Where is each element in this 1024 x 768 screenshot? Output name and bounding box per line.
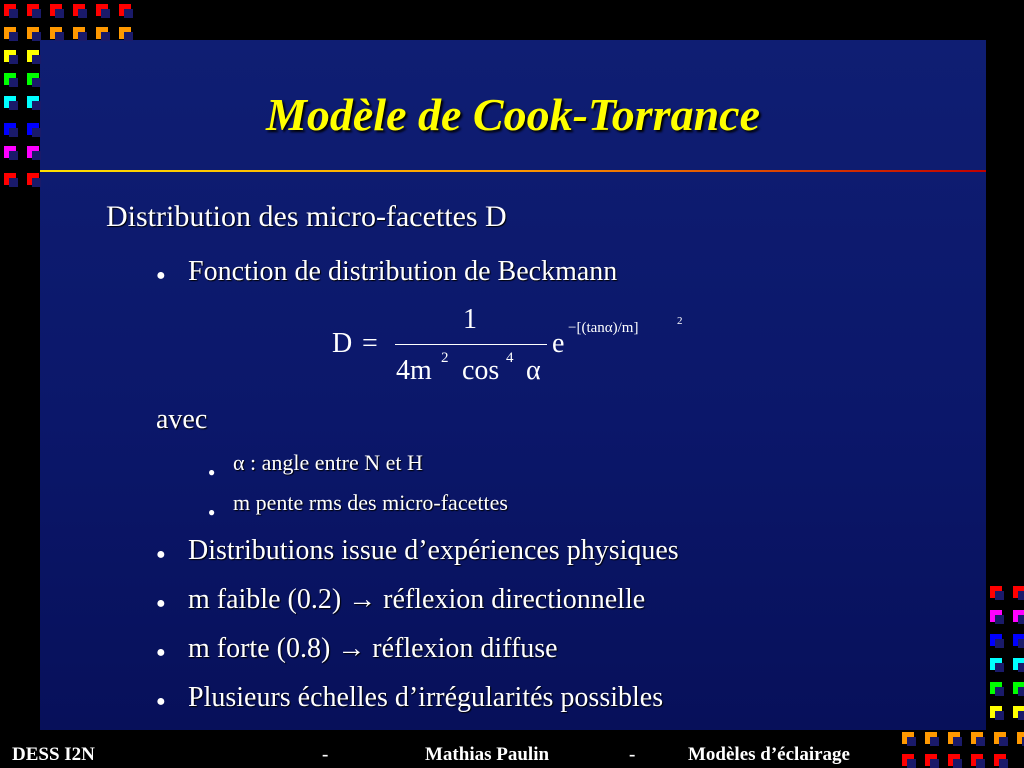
decor-square (1013, 706, 1024, 718)
sub-bullet-alpha: α : angle entre N et H (233, 450, 423, 475)
bullet-dot: ● (156, 546, 166, 563)
bullet-beckmann: Fonction de distribution de Beckmann (188, 256, 618, 287)
decor-square (994, 732, 1006, 744)
formula-exponent-power: 2 (677, 315, 683, 327)
decor-square (990, 586, 1002, 598)
decor-square (27, 27, 39, 39)
decor-square (27, 173, 39, 185)
decor-square (990, 706, 1002, 718)
formula-exponent: −[(tanα)/m] (568, 320, 639, 336)
decor-square (27, 123, 39, 135)
sub-bullet-m: m pente rms des micro-facettes (233, 490, 508, 515)
bullet-dot: ● (156, 595, 166, 612)
bullet-distributions: Distributions issue d’expériences physiques (188, 535, 679, 566)
footer-author: Mathias Paulin (425, 744, 550, 765)
decor-square (990, 658, 1002, 670)
decor-square (1013, 586, 1024, 598)
decor-square (1013, 610, 1024, 622)
decor-square (27, 146, 39, 158)
bullet-m-faible: m faible (0.2) → réflexion directionnelle (188, 584, 646, 615)
decor-square (50, 4, 62, 16)
decor-square (1013, 682, 1024, 694)
bullet-echelles: Plusieurs échelles d’irrégularités possibles (188, 682, 664, 713)
formula-den-b: cos (462, 355, 500, 386)
decor-square (27, 4, 39, 16)
decor-square (119, 27, 131, 39)
decor-square (990, 610, 1002, 622)
decor-square (948, 732, 960, 744)
decor-square (902, 732, 914, 744)
decor-square (119, 4, 131, 16)
footer-topic: Modèles d’éclairage (688, 744, 850, 765)
decor-square (50, 27, 62, 39)
formula-lhs: D (332, 328, 353, 359)
sub-bullet-dot: ● (208, 505, 216, 519)
decor-square (1013, 658, 1024, 670)
formula-den-c: α (526, 355, 541, 386)
decor-square (971, 732, 983, 744)
decor-square (994, 754, 1006, 766)
fraction-bar (395, 344, 547, 345)
decor-square (925, 754, 937, 766)
formula-equals: = (362, 328, 378, 359)
formula-numerator: 1 (463, 304, 477, 335)
decor-square (27, 73, 39, 85)
decor-square (971, 754, 983, 766)
decor-square (73, 4, 85, 16)
decor-square (96, 4, 108, 16)
decor-square (4, 4, 16, 16)
title-divider (40, 170, 986, 172)
formula-exp-base: e (552, 328, 565, 359)
decor-square (990, 634, 1002, 646)
section-heading: Distribution des micro-facettes D (106, 200, 507, 233)
formula-den-a: 4m (396, 355, 432, 386)
decor-square (1017, 732, 1024, 744)
bullet-dot: ● (156, 693, 166, 710)
decor-square (4, 96, 16, 108)
slide-title: Modèle de Cook-Torrance (265, 89, 761, 140)
decor-square (4, 27, 16, 39)
avec-label: avec (156, 404, 208, 435)
decor-square (96, 27, 108, 39)
footer-separator: - (322, 744, 329, 765)
decor-square (73, 27, 85, 39)
decor-square (1013, 634, 1024, 646)
formula-den-b-exp: 4 (506, 350, 514, 366)
sub-bullet-dot: ● (208, 465, 216, 479)
decor-square (902, 754, 914, 766)
bullet-dot: ● (156, 644, 166, 661)
decor-square (4, 146, 16, 158)
formula-den-a-exp: 2 (441, 350, 449, 366)
decor-square (4, 50, 16, 62)
decor-square (4, 123, 16, 135)
decor-square (948, 754, 960, 766)
footer-separator: - (629, 744, 636, 765)
decor-square (4, 73, 16, 85)
beckmann-formula (330, 300, 710, 390)
decor-square (990, 682, 1002, 694)
bullet-dot: ● (156, 267, 166, 284)
decor-square (4, 173, 16, 185)
decor-square (925, 732, 937, 744)
footer-course: DESS I2N (12, 744, 95, 765)
decor-square (27, 96, 39, 108)
bullet-m-forte: m forte (0.8) → réflexion diffuse (188, 633, 558, 664)
decor-square (27, 50, 39, 62)
